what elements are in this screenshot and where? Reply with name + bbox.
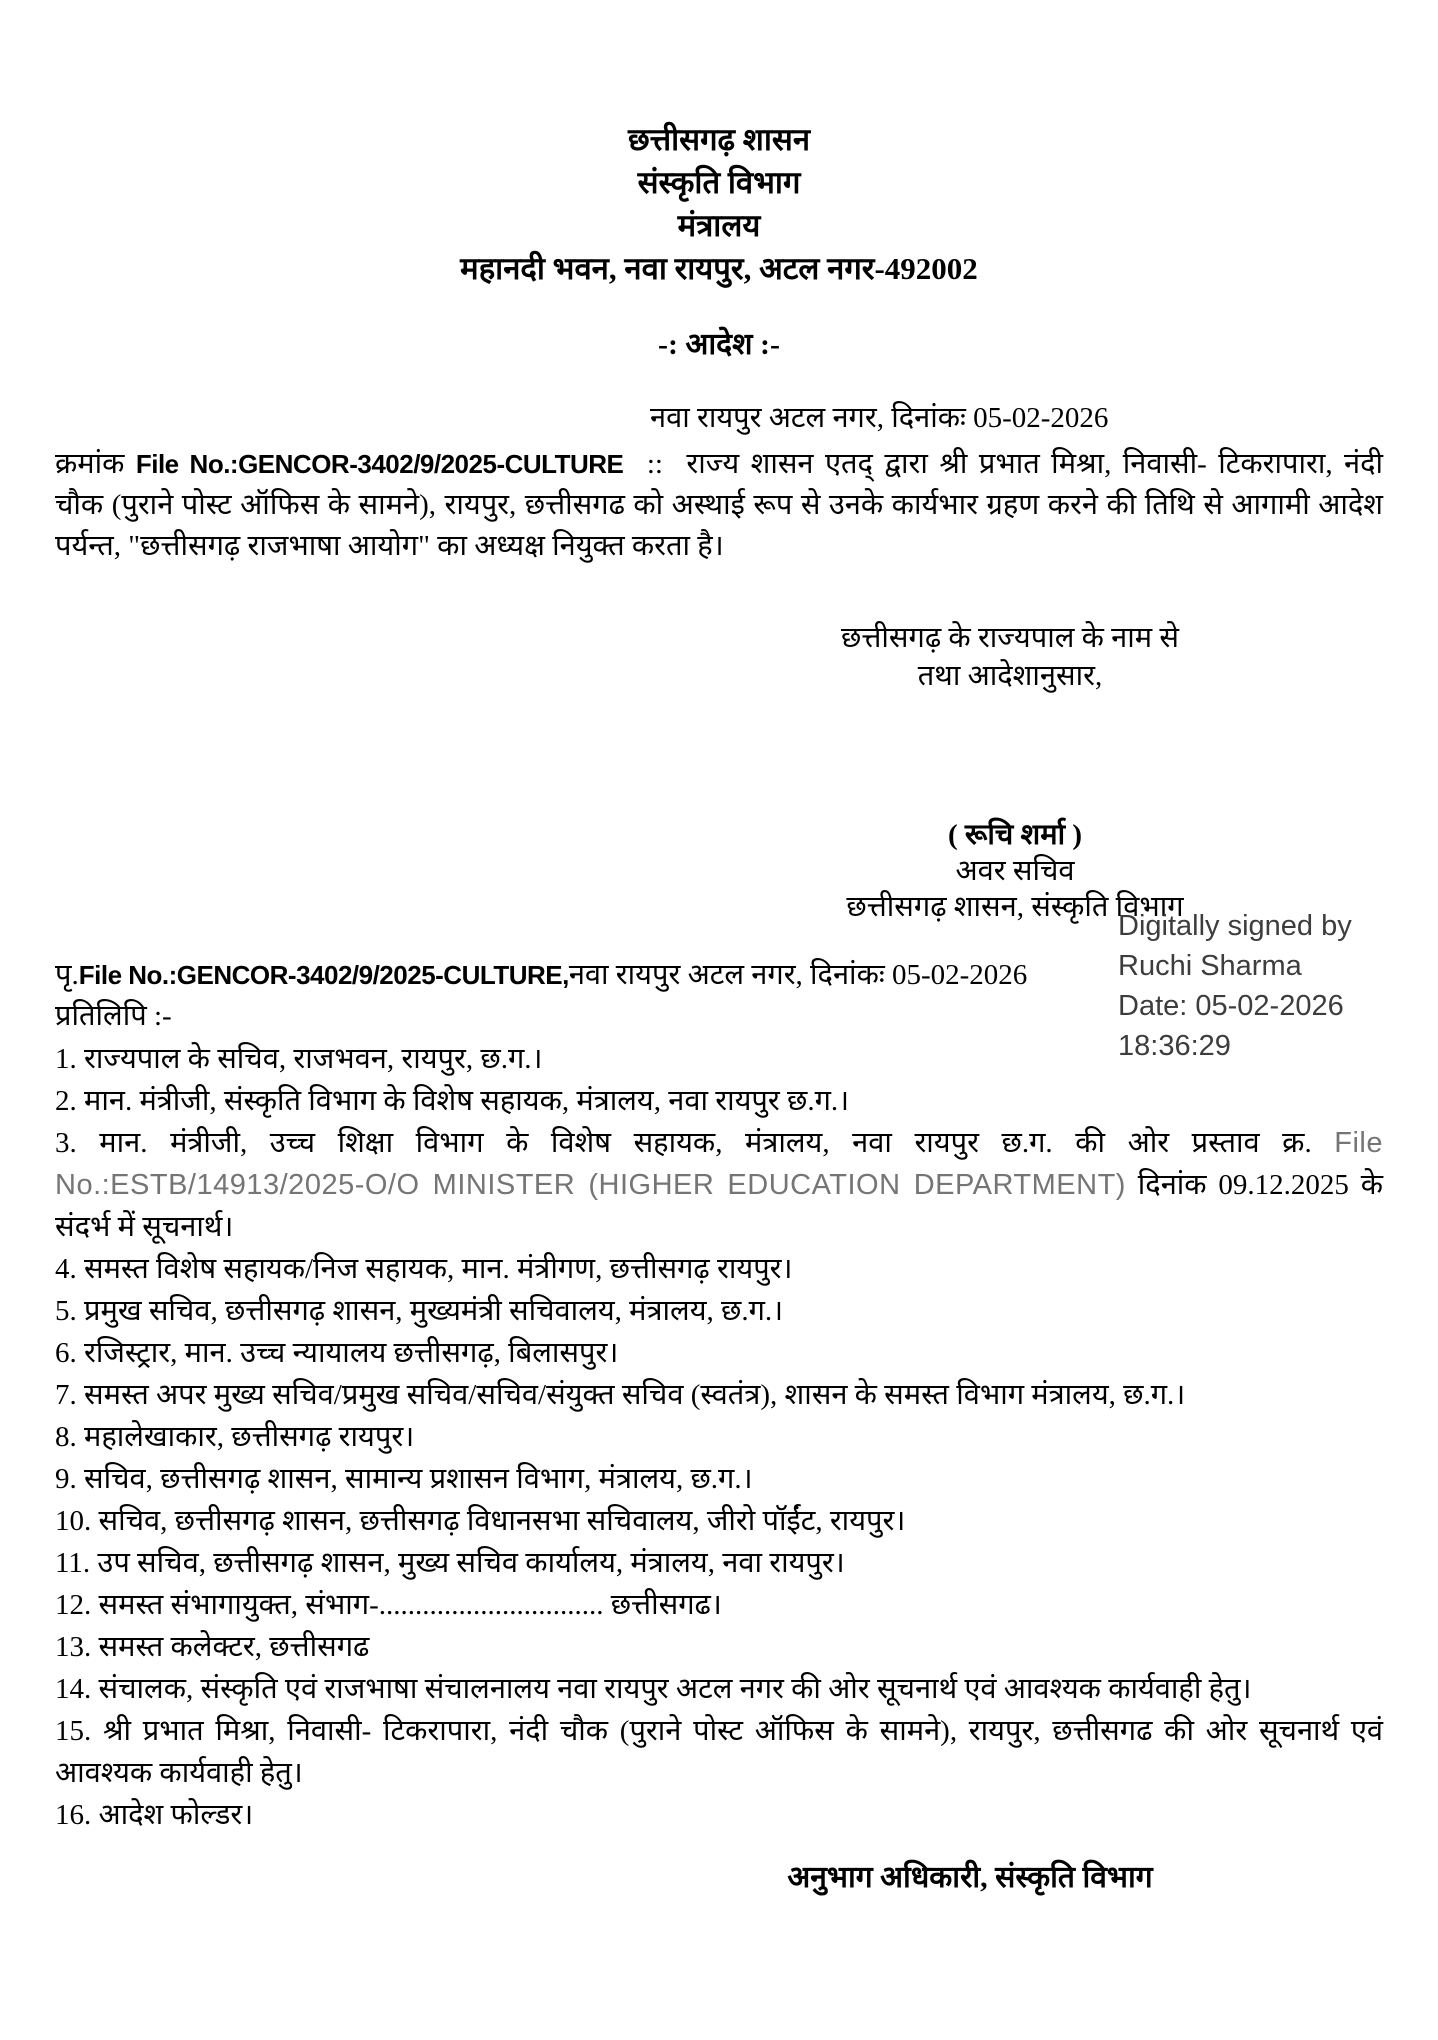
file-number: File No.:GENCOR-3402/9/2025-CULTURE — [135, 449, 624, 479]
list-item-text: 16. आदेश फोल्डर। — [55, 1799, 254, 1831]
list-item-text: 14. संचालक, संस्कृति एवं राजभाषा संचालनालय नवा रायपुर अटल नगर की ओर सूचनार्थ एवं आवश्यक कार्यवाही हेतु। — [55, 1673, 1252, 1705]
kramank-label: क्रमांक — [55, 448, 125, 480]
endorsement-file-number: File No.:GENCOR-3402/9/2025-CULTURE, — [78, 960, 569, 990]
list-item — [55, 1542, 1383, 1584]
list-item-text: 1. राज्यपाल के सचिव, राजभवन, रायपुर, छ.ग.। — [55, 1043, 543, 1075]
by-order-line2: तथा आदेशानुसार, — [917, 660, 1103, 692]
list-item-text: 4. समस्त विशेष सहायक/निज सहायक, मान. मंत्रीगण, छत्तीसगढ़ रायपुर। — [55, 1253, 793, 1285]
list-item-text: 6. रजिस्ट्रार, मान. उच्च न्यायालय छत्तीसगढ़, बिलासपुर। — [55, 1337, 619, 1369]
letterhead — [55, 118, 1383, 290]
signatory-name: ( रूचि शर्मा ) — [947, 819, 1083, 851]
list-item-text: 13. समस्त कलेक्टर, छत्तीसगढ — [55, 1631, 370, 1663]
list-item-text: 15. श्री प्रभात मिश्रा, निवासी- टिकरापारा, नंदी चौक (पुराने पोस्ट ऑफिस के सामने), रायपुर, छत्तीसगढ की ओर सूचनार्थ एवं आवश्यक कार्यवाही हेतु। — [55, 1715, 1383, 1789]
list-item — [55, 1248, 1383, 1290]
endorsement-prefix: पृ. — [55, 959, 79, 991]
list-item — [55, 1668, 1383, 1710]
copy-to-label: प्रतिलिपि :- — [55, 1000, 172, 1032]
list-item — [55, 1458, 1383, 1500]
list-item — [55, 1500, 1383, 1542]
digital-signature-line3: Date: 05-02-2026 — [1118, 990, 1344, 1022]
order-body-text: राज्य शासन एतद् द्वारा श्री प्रभात मिश्रा, निवासी- टिकरापारा, नंदी चौक (पुराने पोस्ट ऑफिस के सामने), रायपुर, छत्तीसगढ को अस्थाई रूप से उनके कार्यभार ग्रहण करने की तिथि से आगामी आदेश पर्यन्त, "छत्तीसगढ़ राजभाषा आयोग" का अध्यक्ष नियुक्त करता है। — [55, 448, 1384, 562]
by-order-line1: छत्तीसगढ़ के राज्यपाल के नाम से — [841, 622, 1179, 654]
list-item-text: 11. उप सचिव, छत्तीसगढ़ शासन, मुख्य सचिव कार्यालय, मंत्रालय, नवा रायपुर। — [55, 1547, 845, 1579]
list-item — [55, 1374, 1383, 1416]
letterhead-government: छत्तीसगढ़ शासन — [627, 122, 811, 157]
digital-signature-stamp — [1118, 906, 1418, 1066]
letterhead-department: संस्कृति विभाग — [637, 165, 801, 200]
order-heading: -: आदेश :- — [658, 328, 780, 361]
letterhead-address: महानदी भवन, नवा रायपुर, अटल नगर-492002 — [460, 251, 978, 286]
separator-colons: :: — [646, 448, 663, 480]
list-item — [55, 1710, 1383, 1794]
digital-signature-line4: 18:36:29 — [1118, 1030, 1231, 1062]
by-order-block — [795, 619, 1225, 695]
list-item — [55, 1584, 1383, 1626]
signatory-designation: अवर सचिव — [955, 855, 1075, 887]
list-item-text: 5. प्रमुख सचिव, छत्तीसगढ़ शासन, मुख्यमंत्री सचिवालय, मंत्रालय, छ.ग.। — [55, 1295, 784, 1327]
digital-signature-line1: Digitally signed by — [1118, 910, 1352, 942]
section-officer-signature: अनुभाग अधिकारी, संस्कृति विभाग — [787, 1861, 1153, 1894]
digital-signature-line2: Ruchi Sharma — [1118, 950, 1302, 982]
endorsement-suffix: नवा रायपुर अटल नगर, दिनांकः 05-02-2026 — [568, 959, 1028, 991]
list-item — [55, 1332, 1383, 1374]
list-item — [55, 1794, 1383, 1836]
list-item-text: 8. महालेखाकार, छत्तीसगढ़ रायपुर। — [55, 1421, 415, 1453]
letterhead-ministry: मंत्रालय — [677, 208, 761, 243]
list-item — [55, 1416, 1383, 1458]
list-item-text: 7. समस्त अपर मुख्य सचिव/प्रमुख सचिव/सचिव/संयुक्त सचिव (स्वतंत्र), शासन के समस्त विभाग मंत्रालय, छ.ग.। — [55, 1379, 1186, 1411]
list-item — [55, 1626, 1383, 1668]
list-item-file-reference: File No.:ESTB/14913/2025-O/O MINISTER (HIGHER EDUCATION DEPARTMENT) — [55, 1127, 1383, 1201]
list-item-text: 2. मान. मंत्रीजी, संस्कृति विभाग के विशेष सहायक, मंत्रालय, नवा रायपुर छ.ग.। — [55, 1085, 850, 1117]
signatory-department: छत्तीसगढ़ शासन, संस्कृति विभाग — [846, 891, 1184, 923]
list-item-text: 9. सचिव, छत्तीसगढ़ शासन, सामान्य प्रशासन विभाग, मंत्रालय, छ.ग.। — [55, 1463, 753, 1495]
list-item-text: दिनांक 09.12.2025 के संदर्भ में सूचनार्थ। — [55, 1169, 1384, 1243]
list-item — [55, 1122, 1383, 1248]
list-item — [55, 1080, 1383, 1122]
copy-list — [55, 1038, 1383, 1836]
dateline: नवा रायपुर अटल नगर, दिनांकः 05-02-2026 — [650, 402, 1109, 434]
list-item-text: 12. समस्त संभागायुक्त, संभाग-............................... छत्तीसगढ। — [55, 1589, 722, 1621]
list-item — [55, 1290, 1383, 1332]
order-body-paragraph — [55, 444, 1383, 567]
list-item-text: 3. मान. मंत्रीजी, उच्च शिक्षा विभाग के विशेष सहायक, मंत्रालय, नवा रायपुर छ.ग. की ओर प्रस्ताव क्र. — [55, 1127, 1335, 1159]
list-item-text: 10. सचिव, छत्तीसगढ़ शासन, छत्तीसगढ़ विधानसभा सचिवालय, जीरो पॉईंट, रायपुर। — [55, 1505, 906, 1537]
